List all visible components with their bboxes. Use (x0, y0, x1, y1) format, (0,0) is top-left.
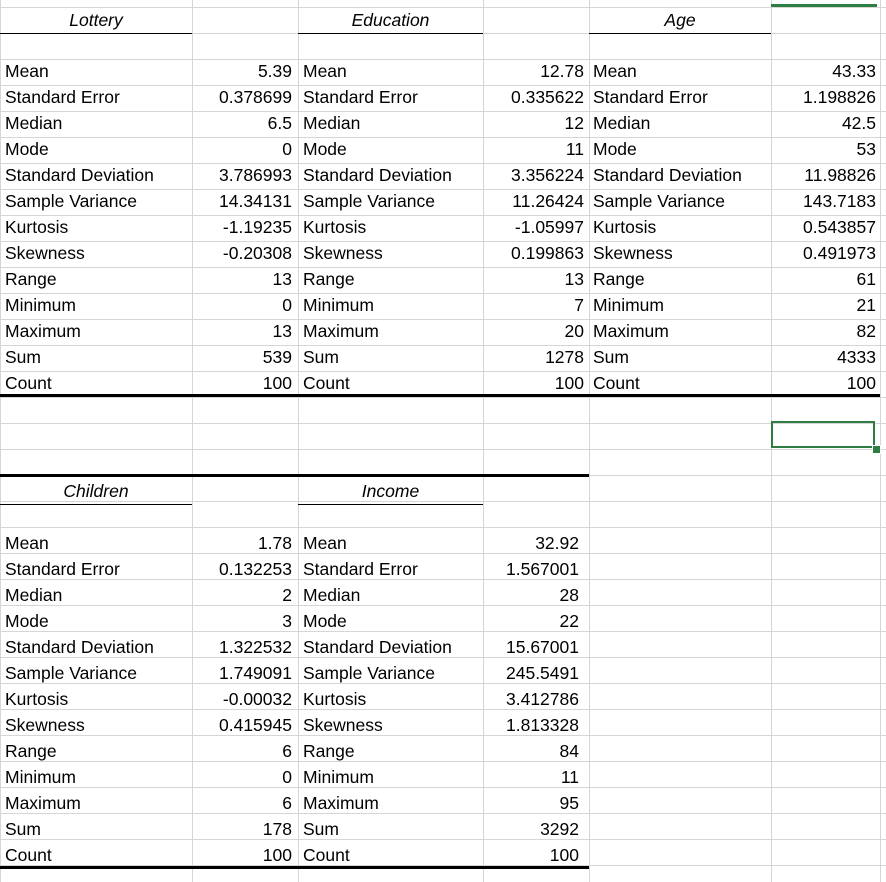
row-gridline (0, 579, 886, 580)
stat-label: Minimum (303, 767, 374, 787)
stat-label: Standard Error (303, 559, 418, 579)
row-gridline (0, 59, 886, 60)
stat-label: Median (303, 113, 361, 133)
stat-label: Sum (5, 347, 41, 367)
stat-value: 100 (846, 373, 876, 393)
stat-value: 21 (856, 295, 876, 315)
stat-value: 3.786993 (219, 165, 292, 185)
stat-label: Mode (593, 139, 637, 159)
stat-value: 0.378699 (219, 87, 292, 107)
stat-label: Mean (5, 533, 49, 553)
stat-label: Median (5, 585, 63, 605)
stat-label: Minimum (5, 767, 76, 787)
fill-handle[interactable] (872, 445, 881, 454)
stat-value: 245.5491 (506, 663, 579, 683)
selection-border (771, 4, 877, 7)
stat-value: 22 (559, 611, 579, 631)
row-gridline (0, 293, 886, 294)
column-gridline (589, 0, 590, 882)
table-rule (0, 33, 192, 34)
row-gridline (0, 761, 886, 762)
stat-value: 0 (282, 295, 292, 315)
stat-value: 3292 (540, 819, 579, 839)
stat-label: Range (5, 269, 57, 289)
row-gridline (0, 605, 886, 606)
stat-label: Skewness (5, 715, 85, 735)
stat-value: 4333 (837, 347, 876, 367)
stat-label: Mean (593, 61, 637, 81)
table-rule (0, 394, 880, 397)
row-gridline (0, 345, 886, 346)
stat-label: Kurtosis (593, 217, 657, 237)
row-gridline (0, 449, 886, 450)
stat-label: Sample Variance (303, 191, 435, 211)
stat-value: 2 (282, 585, 292, 605)
stat-value: 100 (554, 373, 584, 393)
stat-value: 3 (282, 611, 292, 631)
stat-label: Median (5, 113, 63, 133)
stat-label: Minimum (303, 295, 374, 315)
stat-value: 13 (272, 321, 292, 341)
stat-value: 32.92 (535, 533, 579, 553)
stat-label: Kurtosis (303, 217, 367, 237)
stat-label: Minimum (5, 295, 76, 315)
stat-value: 0.491973 (803, 243, 876, 263)
stat-value: 1.567001 (506, 559, 579, 579)
stat-label: Standard Deviation (593, 165, 742, 185)
stat-label: Sum (303, 347, 339, 367)
stat-label: Maximum (303, 793, 379, 813)
stat-value: -1.19235 (222, 217, 292, 237)
stat-label: Standard Deviation (303, 165, 452, 185)
stat-label: Sample Variance (5, 663, 137, 683)
stat-value: 100 (262, 845, 292, 865)
stat-value: 1.813328 (506, 715, 579, 735)
row-gridline (0, 215, 886, 216)
row-gridline (0, 319, 886, 320)
stat-value: 1.78 (257, 533, 292, 553)
stat-value: 11 (560, 767, 579, 787)
stat-value: 61 (856, 269, 876, 289)
stat-value: 15.67001 (506, 637, 579, 657)
column-header-age: Age (664, 10, 696, 30)
stat-label: Maximum (593, 321, 669, 341)
stat-value: 11 (565, 139, 584, 159)
column-header-lottery: Lottery (69, 10, 123, 30)
stat-value: 6.5 (267, 113, 292, 133)
stat-label: Standard Error (5, 87, 120, 107)
stat-value: 11.98826 (804, 165, 876, 185)
row-gridline (0, 111, 886, 112)
stat-label: Standard Error (593, 87, 708, 107)
stat-label: Range (5, 741, 57, 761)
stat-label: Mode (303, 139, 347, 159)
stat-value: 0 (282, 139, 292, 159)
stat-label: Range (303, 269, 355, 289)
stat-value: 6 (282, 793, 292, 813)
selected-cell[interactable] (771, 421, 875, 448)
stat-value: 12.78 (540, 61, 584, 81)
stat-value: 3.356224 (511, 165, 584, 185)
row-gridline (0, 241, 886, 242)
row-gridline (0, 813, 886, 814)
stat-label: Standard Deviation (5, 637, 154, 657)
row-gridline (0, 735, 886, 736)
stat-label: Sum (303, 819, 339, 839)
stat-value: 1.322532 (219, 637, 292, 657)
stat-label: Skewness (5, 243, 85, 263)
column-gridline (298, 0, 299, 882)
stat-label: Sum (593, 347, 629, 367)
stat-value: 42.5 (841, 113, 876, 133)
stat-label: Skewness (593, 243, 673, 263)
stat-value: 3.412786 (506, 689, 579, 709)
row-gridline (0, 85, 886, 86)
stat-value: 1278 (545, 347, 584, 367)
stat-label: Standard Error (5, 559, 120, 579)
row-gridline (0, 553, 886, 554)
row-gridline (0, 631, 886, 632)
stat-label: Skewness (303, 243, 383, 263)
stat-value: 0.132253 (219, 559, 292, 579)
stat-value: 28 (559, 585, 579, 605)
stat-label: Kurtosis (303, 689, 367, 709)
row-gridline (0, 787, 886, 788)
stat-label: Skewness (303, 715, 383, 735)
column-gridline (0, 0, 1, 882)
stat-label: Mode (5, 139, 49, 159)
table-rule (589, 33, 771, 34)
row-gridline (0, 137, 886, 138)
column-header-education: Education (351, 10, 430, 30)
stat-value: 6 (282, 741, 292, 761)
stat-label: Sample Variance (593, 191, 725, 211)
stat-value: 13 (272, 269, 292, 289)
stat-label: Count (5, 373, 52, 393)
row-gridline (0, 397, 886, 398)
stat-label: Standard Deviation (5, 165, 154, 185)
stat-value: 5.39 (257, 61, 292, 81)
stat-label: Median (593, 113, 651, 133)
stat-label: Mode (303, 611, 347, 631)
stat-value: 1.749091 (219, 663, 292, 683)
stat-value: 143.7183 (803, 191, 876, 211)
stat-label: Count (303, 845, 350, 865)
stat-value: -1.05997 (514, 217, 584, 237)
stat-value: 0.335622 (511, 87, 584, 107)
stat-value: 0.199863 (511, 243, 584, 263)
stat-label: Range (593, 269, 645, 289)
column-header-children: Children (63, 481, 129, 501)
stat-label: Sample Variance (303, 663, 435, 683)
stat-value: 1.198826 (803, 87, 876, 107)
stat-label: Maximum (5, 793, 81, 813)
stat-label: Sum (5, 819, 41, 839)
column-header-income: Income (361, 481, 420, 501)
stat-value: 43.33 (832, 61, 876, 81)
stat-label: Kurtosis (5, 217, 69, 237)
stat-label: Sample Variance (5, 191, 137, 211)
stat-value: 0 (282, 767, 292, 787)
stat-label: Standard Error (303, 87, 418, 107)
stat-label: Maximum (5, 321, 81, 341)
stat-label: Maximum (303, 321, 379, 341)
row-gridline (0, 709, 886, 710)
stat-value: -0.20308 (222, 243, 292, 263)
stat-label: Mode (5, 611, 49, 631)
stat-label: Mean (303, 61, 347, 81)
stat-value: 0.415945 (219, 715, 292, 735)
stat-label: Standard Deviation (303, 637, 452, 657)
row-gridline (0, 423, 886, 424)
stat-label: Count (593, 373, 640, 393)
table-rule (0, 474, 589, 477)
row-gridline (0, 267, 886, 268)
stat-label: Kurtosis (5, 689, 69, 709)
stat-value: 20 (564, 321, 584, 341)
stat-value: 539 (262, 347, 292, 367)
stat-label: Mean (303, 533, 347, 553)
row-gridline (0, 839, 886, 840)
row-gridline (0, 527, 886, 528)
stat-value: 82 (856, 321, 876, 341)
stat-label: Count (5, 845, 52, 865)
stat-value: 0.543857 (803, 217, 876, 237)
stat-label: Median (303, 585, 361, 605)
stat-value: 11.26424 (512, 191, 584, 211)
stat-label: Range (303, 741, 355, 761)
table-rule (298, 33, 483, 34)
stat-value: 13 (564, 269, 584, 289)
stat-label: Minimum (593, 295, 664, 315)
stat-value: -0.00032 (222, 689, 292, 709)
row-gridline (0, 371, 886, 372)
table-rule (0, 504, 192, 505)
stat-value: 53 (856, 139, 876, 159)
stat-label: Mean (5, 61, 49, 81)
stat-value: 7 (574, 295, 584, 315)
stat-value: 178 (262, 819, 292, 839)
stat-value: 12 (564, 113, 584, 133)
column-gridline (880, 0, 881, 882)
stat-label: Count (303, 373, 350, 393)
stat-value: 14.34131 (219, 191, 292, 211)
stat-value: 100 (262, 373, 292, 393)
stat-value: 100 (549, 845, 579, 865)
stat-value: 84 (559, 741, 579, 761)
table-rule (298, 504, 483, 505)
stat-value: 95 (559, 793, 579, 813)
